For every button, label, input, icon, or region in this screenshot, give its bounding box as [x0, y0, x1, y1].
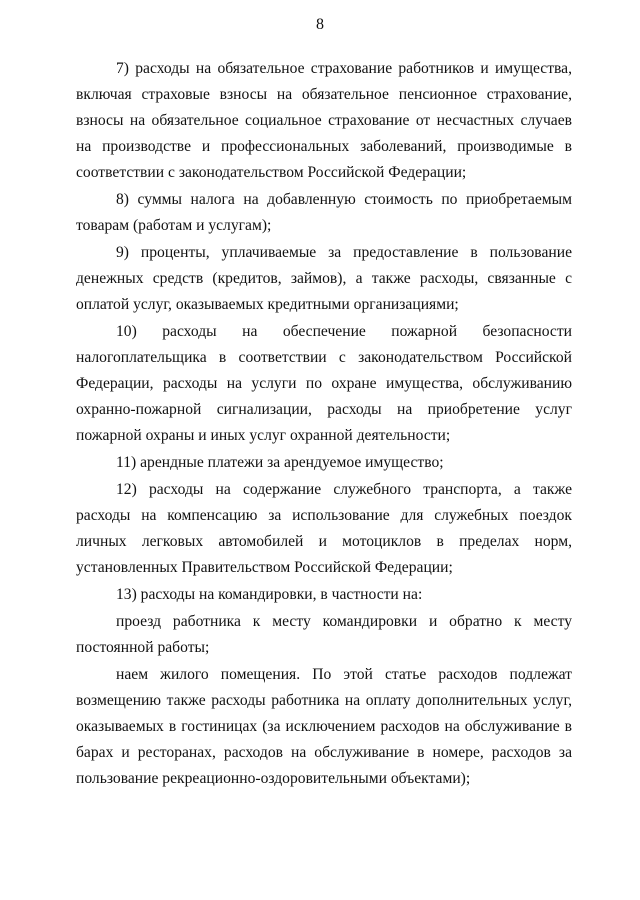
paragraph-item-8: 8) суммы налога на добавленную стоимость по приобретаемым товарам (работам и услугам);	[76, 191, 572, 234]
paragraph-item-12: 12) расходы на содержание служебного транспорта, а также расходы на компенсацию за использование для служебных поездок личных легковых автомобилей и мотоциклов в пределах норм, установленных Правительством Российской Федерации;	[76, 481, 572, 576]
paragraph-item-11: 11) арендные платежи за арендуемое имущество;	[116, 454, 444, 471]
paragraph-housing-rent: наем жилого помещения. По этой статье расходов подлежат возмещению также расходы работника на оплату дополнительных услуг, оказываемых в гостиницах (за исключением расходов на обслуживание в барах и ресторанах, расходов на обслуживание в номере, расходов за пользование рекреационно-оздоровительными объектами);	[76, 666, 572, 787]
paragraph-item-13: 13) расходы на командировки, в частности на:	[116, 586, 423, 603]
paragraph-item-10: 10) расходы на обеспечение пожарной безопасности налогоплательщика в соответствии с законодательством Российской Федерации, расходы на услуги по охране имущества, обслуживанию охранно-пожарной сигнализации, расходы на приобретение услуг пожарной охраны и иных услуг охранной деятельности;	[76, 323, 572, 444]
paragraph-item-9: 9) проценты, уплачиваемые за предоставление в пользование денежных средств (кредитов, займов), а также расходы, связанные с оплатой услуг, оказываемых кредитными организациями;	[76, 244, 572, 313]
paragraph-travel-fare: проезд работника к месту командировки и обратно к месту постоянной работы;	[76, 613, 572, 656]
page-number: 8	[316, 16, 324, 33]
paragraph-item-7: 7) расходы на обязательное страхование работников и имущества, включая страховые взносы на обязательное пенсионное страхование, взносы на обязательное социальное страхование от несчастных случаев на производстве и профессиональных заболеваний, производимые в соответствии с законодательством Российской Федерации;	[76, 60, 572, 181]
document-body	[76, 56, 572, 792]
